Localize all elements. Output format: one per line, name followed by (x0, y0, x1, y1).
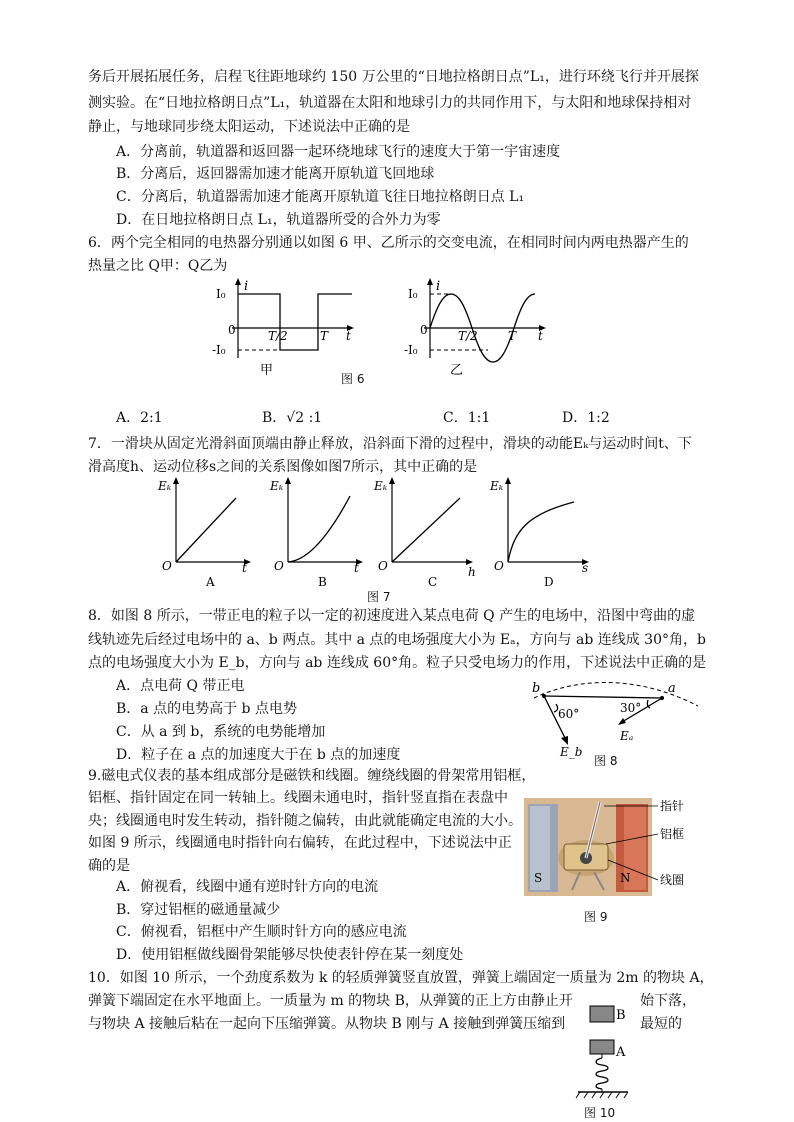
q9-line1: 9.磁电式仪表的基本组成部分是磁铁和线圈。缠绕线圈的骨架常用铝框， (88, 768, 536, 784)
graph-d-y-label: Eₖ (490, 479, 504, 493)
figure-7-graph-d (488, 474, 598, 590)
q5-line1: 务后开展拓展任务，启程飞往距地球约 150 万公里的“日地拉格朗日点”L₁，进行环绕飞行并开展探 (88, 69, 699, 85)
fig8-Ea-label: Eₐ (620, 729, 634, 743)
fig10-A-label: A (616, 1045, 626, 1060)
fig9-pointer-label: 指针 (660, 799, 685, 813)
figure-10 (572, 1004, 642, 1100)
yi-zero-label: 0 (420, 323, 428, 337)
q6-line1: 6．两个完全相同的电热器分别通以如图 6 甲、乙所示的交变电流，在相同时间内两电热器产生的 (88, 235, 689, 251)
q5-line2: 测实验。在“日地拉格朗日点”L₁，轨道器在太阳和地球引力的共同作用下，与太阳和地球保持相对 (88, 95, 692, 111)
figure-6-yi (404, 276, 554, 378)
fig8-angle-30: 30° (620, 701, 642, 715)
q6-option-c: C．1:1 (443, 410, 491, 426)
figure-6-jia (212, 276, 362, 378)
q5-option-d: D．在日地拉格朗日点 L₁，轨道器所受的合外力为零 (116, 212, 441, 228)
fig8-Eb-label: E_b (560, 745, 583, 759)
q10-line3a: 与物块 A 接触后粘在一起向下压缩弹簧。从物块 B 刚与 A 接触到弹簧压缩到 (88, 1016, 566, 1032)
q6-option-d: D．1:2 (562, 410, 610, 426)
q5-option-a: A．分离前，轨道器和返回器一起环绕地球飞行的速度大于第一宇宙速度 (116, 144, 561, 160)
q8-line2: 线轨迹先后经过电场中的 a、b 两点。其中 a 点的电场强度大小为 Eₐ，方向与 ab 连线成 30°角，b (88, 632, 706, 648)
q9-option-c: C．俯视看，铝框中产生顺时针方向的感应电流 (116, 924, 407, 940)
jia-T-label: T (320, 329, 329, 343)
q7-line2: 滑高度h、运动位移s之间的关系图像如图7所示，其中正确的是 (88, 459, 478, 475)
jia-i-label: i (244, 279, 249, 294)
figure-10-caption: 图 10 (584, 1106, 616, 1120)
jia-name: 甲 (260, 363, 274, 378)
graph-c-x-label: h (468, 565, 476, 579)
graph-a-y-label: Eₖ (158, 479, 172, 493)
fig8-a-label: a (668, 681, 676, 696)
graph-b-label: B (318, 575, 327, 589)
q6-option-a: A．2:1 (116, 410, 163, 426)
graph-b-y-label: Eₖ (270, 479, 284, 493)
q10-line2a: 弹簧下端固定在水平地面上。一质量为 m 的物块 B，从弹簧的正上方由静止开 (88, 993, 573, 1009)
figure-7-graph-a (156, 474, 256, 590)
yi-i-label: i (436, 279, 441, 294)
q8-line1: 8．如图 8 所示，一带正电的粒子以一定的初速度进入某点电荷 Q 产生的电场中，沿图中弯曲的虚 (88, 608, 696, 624)
fig10-B-label: B (616, 1008, 626, 1023)
yi-half-label: T/2 (458, 329, 478, 343)
graph-d-x-label: s (582, 561, 589, 575)
q5-line3: 静止，与地球同步绕太阳运动，下述说法中正确的是 (88, 119, 410, 135)
fig9-frame-label: 铝框 (660, 827, 685, 841)
yi-name: 乙 (450, 363, 464, 378)
q9-line5: 确的是 (88, 858, 130, 874)
figure-6-caption: 图 6 (341, 372, 365, 386)
fig8-b-label: b (532, 681, 541, 696)
q8-option-b: B．a 点的电势高于 b 点电势 (116, 701, 297, 717)
q8-option-d: D．粒子在 a 点的加速度大于在 b 点的加速度 (116, 747, 401, 763)
q6-option-b: B．√2 :1 (262, 410, 323, 426)
q10-line1: 10．如图 10 所示，一个劲度系数为 k 的轻质弹簧竖直放置，弹簧上端固定一质量为 2m 的物块 A， (88, 970, 714, 986)
graph-c-y-label: Eₖ (374, 479, 388, 493)
q8-line3: 点的电场强度大小为 E_b，方向与 ab 连线成 60°角。粒子只受电场力的作用，下述说法中正确的是 (88, 655, 707, 671)
yi-I0-label: I₀ (408, 287, 418, 301)
yi-negI0-label: -I₀ (404, 343, 418, 357)
figure-7-graph-b (268, 474, 368, 590)
q10-line2b: 始下落， (640, 993, 696, 1009)
figure-9-caption: 图 9 (584, 910, 608, 924)
yi-T-label: T (508, 329, 517, 343)
q10-line3b: 最短的 (640, 1016, 682, 1032)
graph-a-label: A (206, 575, 215, 589)
graph-c-label: C (428, 575, 438, 589)
yi-t-label: t (538, 329, 543, 343)
graph-b-x-label: t (354, 561, 359, 575)
q9-line2: 铝框、指针固定在同一转轴上。线圈未通电时，指针竖直指在表盘中 (88, 790, 508, 806)
figure-7-graph-c (372, 474, 482, 590)
figure-9 (524, 798, 714, 898)
q9-line4: 如图 9 所示，线圈通电时指针向右偏转，在此过程中，下述说法中正 (88, 835, 512, 851)
figure-8-caption: 图 8 (594, 754, 618, 768)
q7-line1: 7．一滑块从固定光滑斜面顶端由静止释放，沿斜面下滑的过程中，滑块的动能Eₖ与运动时间t、下 (88, 436, 692, 452)
q9-line3: 央；线圈通电时发生转动，指针随之偏转，由此就能确定电流的大小。 (88, 813, 522, 829)
figure-7-caption: 图 7 (367, 590, 391, 604)
q9-option-b: B．穿过铝框的磁通量减少 (116, 902, 281, 918)
q5-option-c: C．分离后，轨道器需加速才能离开原轨道飞往日地拉格朗日点 L₁ (116, 189, 525, 205)
q9-option-a: A．俯视看，线圈中通有逆时针方向的电流 (116, 879, 379, 895)
fig9-coil-label: 线圈 (660, 873, 685, 887)
graph-d-label: D (544, 575, 554, 589)
jia-negI0-label: -I₀ (212, 343, 226, 357)
fig9-N-label: N (620, 871, 631, 885)
jia-half-label: T/2 (268, 329, 288, 343)
fig9-S-label: S (534, 871, 543, 885)
graph-b-origin: O (274, 559, 284, 573)
jia-I0-label: I₀ (216, 287, 226, 301)
graph-a-x-label: t (242, 561, 247, 575)
q6-line2: 热量之比 Q甲：Q乙为 (88, 258, 228, 274)
graph-d-origin: O (494, 559, 504, 573)
jia-zero-label: 0 (228, 323, 236, 337)
fig8-angle-60: 60° (558, 707, 580, 721)
graph-c-origin: O (378, 559, 388, 573)
q8-option-a: A．点电荷 Q 带正电 (116, 678, 245, 694)
q5-option-b: B．分离后，返回器需加速才能离开原轨道飞回地球 (116, 166, 435, 182)
q8-option-c: C．从 a 到 b，系统的电势能增加 (116, 724, 326, 740)
q9-option-d: D．使用铝框做线圈骨架能够尽快使表针停在某一刻度处 (116, 947, 464, 963)
graph-a-origin: O (162, 559, 172, 573)
jia-t-label: t (346, 329, 351, 343)
